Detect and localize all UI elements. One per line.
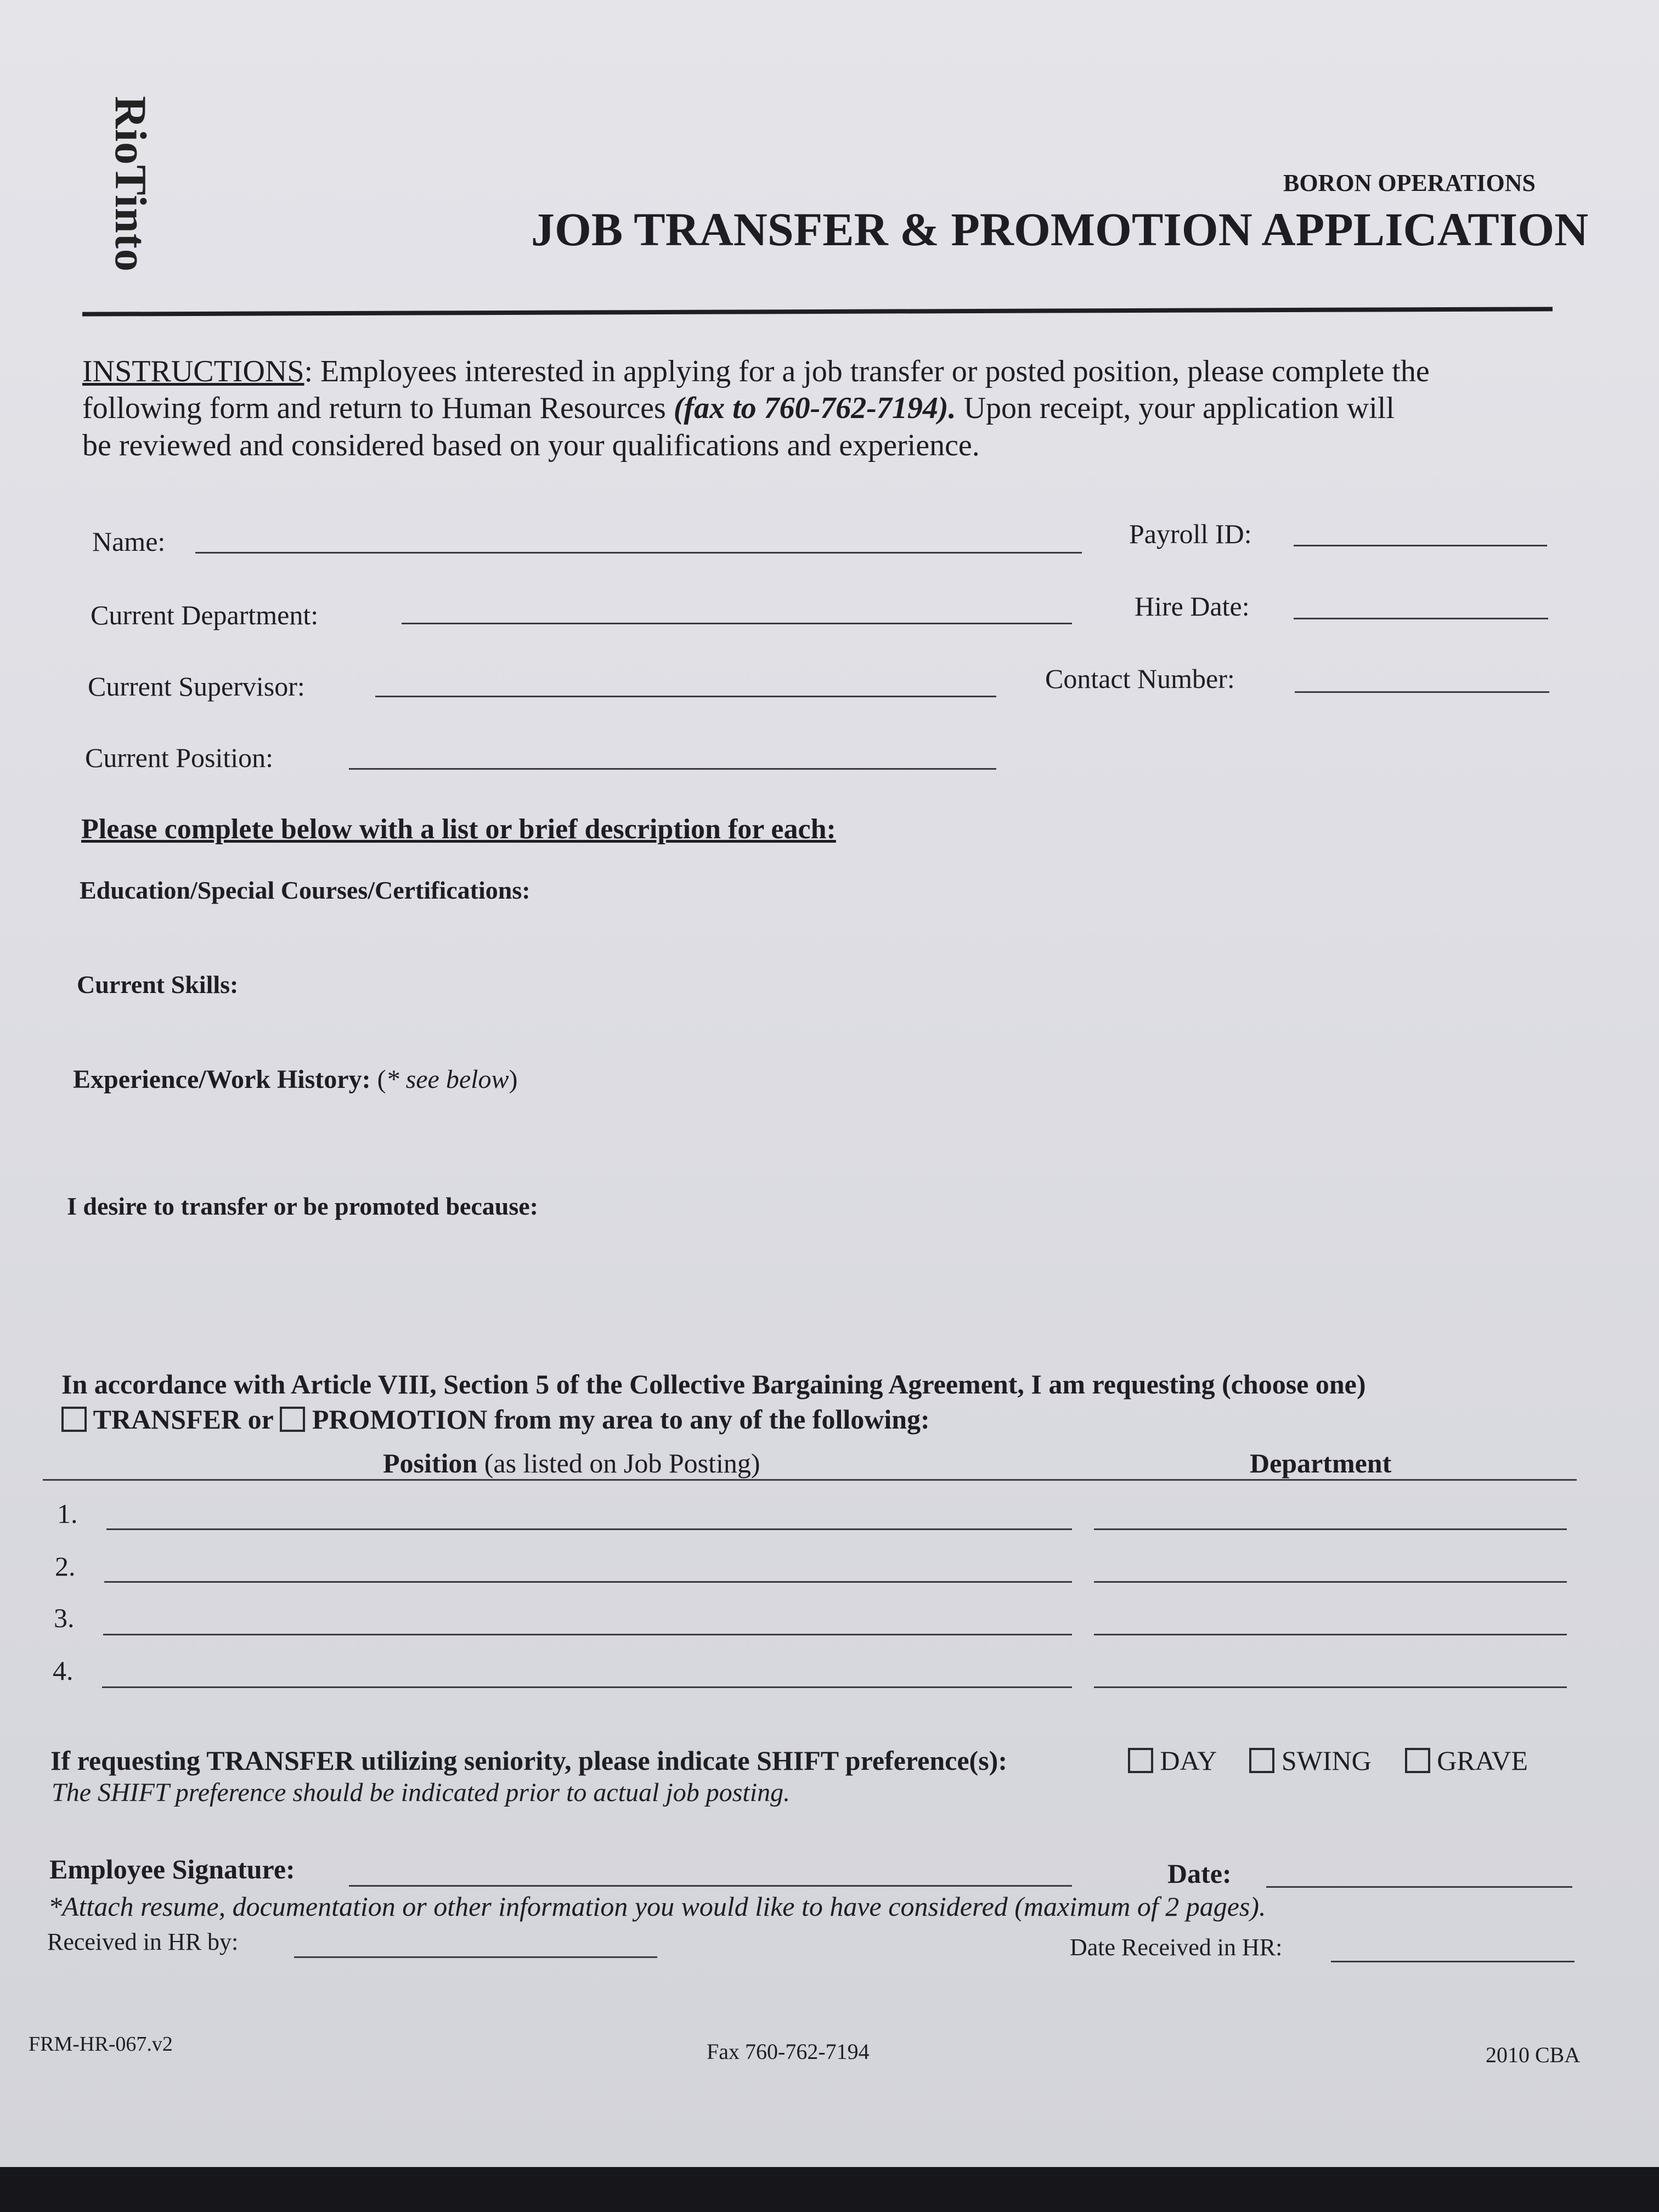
- contact-number-field[interactable]: [1295, 691, 1549, 693]
- row-number: 3.: [54, 1602, 75, 1633]
- position-3-field[interactable]: [103, 1634, 1072, 1635]
- position-header-note: (as listed on Job Posting): [477, 1448, 760, 1479]
- name-field[interactable]: [195, 552, 1082, 554]
- attach-note: *Attach resume, documentation or other information you would like to have considered (maximum of 2 pages).: [48, 1891, 1266, 1922]
- current-supervisor-label: Current Supervisor:: [88, 671, 305, 702]
- current-department-field[interactable]: [402, 623, 1072, 624]
- form-title: JOB TRANSFER & PROMOTION APPLICATION: [531, 203, 1589, 256]
- shift-question: If requesting TRANSFER utilizing seniority, please indicate SHIFT preference(s):: [50, 1745, 1007, 1776]
- current-position-label: Current Position:: [85, 742, 274, 773]
- instructions-label: INSTRUCTIONS: [82, 354, 304, 388]
- instructions-line-3: be reviewed and considered based on your qualifications and experience.: [82, 428, 980, 462]
- received-by-label: Received in HR by:: [47, 1928, 239, 1955]
- transfer-checkbox[interactable]: [61, 1407, 87, 1432]
- row-number: 2.: [55, 1551, 76, 1582]
- experience-label: Experience/Work History:: [73, 1065, 371, 1094]
- or-label: or: [247, 1404, 273, 1435]
- payroll-id-field[interactable]: [1294, 545, 1547, 546]
- received-by-field[interactable]: [294, 1956, 657, 1958]
- contact-number-label: Contact Number:: [1045, 663, 1235, 694]
- grave-checkbox[interactable]: [1405, 1748, 1430, 1773]
- experience-note-close: ): [509, 1065, 518, 1094]
- instructions-fax: (fax to 760-762-7194).: [673, 391, 956, 425]
- desire-label: I desire to transfer or be promoted because:: [67, 1192, 538, 1220]
- current-supervisor-field[interactable]: [375, 696, 996, 697]
- employee-signature-label: Employee Signature:: [49, 1854, 295, 1884]
- transfer-label: TRANSFER: [93, 1404, 241, 1435]
- promotion-checkbox[interactable]: [280, 1407, 305, 1432]
- request-line: In accordance with Article VIII, Section 5 of the Collective Bargaining Agreement, I am requesting (choose one): [61, 1369, 1366, 1400]
- education-label: Education/Special Courses/Certifications:: [80, 876, 531, 904]
- hire-date-label: Hire Date:: [1135, 591, 1250, 622]
- shift-note: The SHIFT preference should be indicated prior to actual job posting.: [52, 1778, 791, 1807]
- hire-date-field[interactable]: [1294, 618, 1548, 619]
- instructions-text-2a: following form and return to Human Resources: [82, 391, 674, 425]
- experience-note-open: (: [370, 1065, 386, 1094]
- position-header-label: Position: [383, 1448, 478, 1479]
- shift-options: [1128, 1745, 1528, 1776]
- experience-line: [73, 1064, 518, 1094]
- instructions-line-1: [82, 354, 1430, 389]
- department-2-field[interactable]: [1094, 1581, 1567, 1583]
- logo-text: RioTinto: [106, 96, 156, 272]
- date-label: Date:: [1167, 1858, 1232, 1889]
- experience-note: * see below: [386, 1065, 509, 1094]
- footer-fax: Fax 760-762-7194: [707, 2039, 870, 2064]
- table-surface: [0, 2167, 1659, 2212]
- grave-label: GRAVE: [1437, 1745, 1528, 1776]
- description-heading: Please complete below with a list or brief description for each:: [81, 814, 836, 845]
- riotinto-logo: [101, 96, 156, 299]
- department-header: Department: [1250, 1448, 1392, 1479]
- position-2-field[interactable]: [104, 1581, 1072, 1583]
- row-number: 4.: [53, 1655, 74, 1686]
- department-4-field[interactable]: [1094, 1686, 1567, 1688]
- form-id: FRM-HR-067.v2: [29, 2033, 173, 2056]
- instructions-text-1: : Employees interested in applying for a job transfer or posted position, please complete the: [304, 354, 1430, 388]
- day-label: DAY: [1160, 1745, 1216, 1776]
- department-1-field[interactable]: [1094, 1528, 1567, 1530]
- table-header-rule: [43, 1479, 1577, 1481]
- instructions-text-2b: Upon receipt, your application will: [956, 391, 1395, 425]
- footer-cba: 2010 CBA: [1486, 2042, 1581, 2067]
- date-field[interactable]: [1266, 1886, 1572, 1888]
- payroll-id-label: Payroll ID:: [1129, 518, 1252, 549]
- name-label: Name:: [92, 526, 166, 557]
- row-number: 1.: [57, 1498, 78, 1529]
- operations-label: BORON OPERATIONS: [1283, 170, 1536, 196]
- current-department-label: Current Department:: [91, 600, 319, 630]
- position-header: [383, 1447, 760, 1479]
- position-4-field[interactable]: [102, 1686, 1072, 1688]
- date-received-label: Date Received in HR:: [1070, 1934, 1283, 1961]
- employee-signature-field[interactable]: [349, 1885, 1072, 1887]
- department-3-field[interactable]: [1094, 1634, 1567, 1635]
- swing-label: SWING: [1281, 1745, 1372, 1776]
- day-checkbox[interactable]: [1128, 1748, 1153, 1773]
- promotion-label: PROMOTION from my area to any of the following:: [312, 1404, 930, 1435]
- position-1-field[interactable]: [106, 1528, 1072, 1530]
- current-position-field[interactable]: [349, 768, 996, 770]
- instructions-line-2: [82, 391, 1395, 426]
- request-choice-line: [61, 1403, 930, 1435]
- date-received-field[interactable]: [1331, 1961, 1575, 1962]
- swing-checkbox[interactable]: [1249, 1748, 1274, 1773]
- skills-label: Current Skills:: [77, 970, 239, 998]
